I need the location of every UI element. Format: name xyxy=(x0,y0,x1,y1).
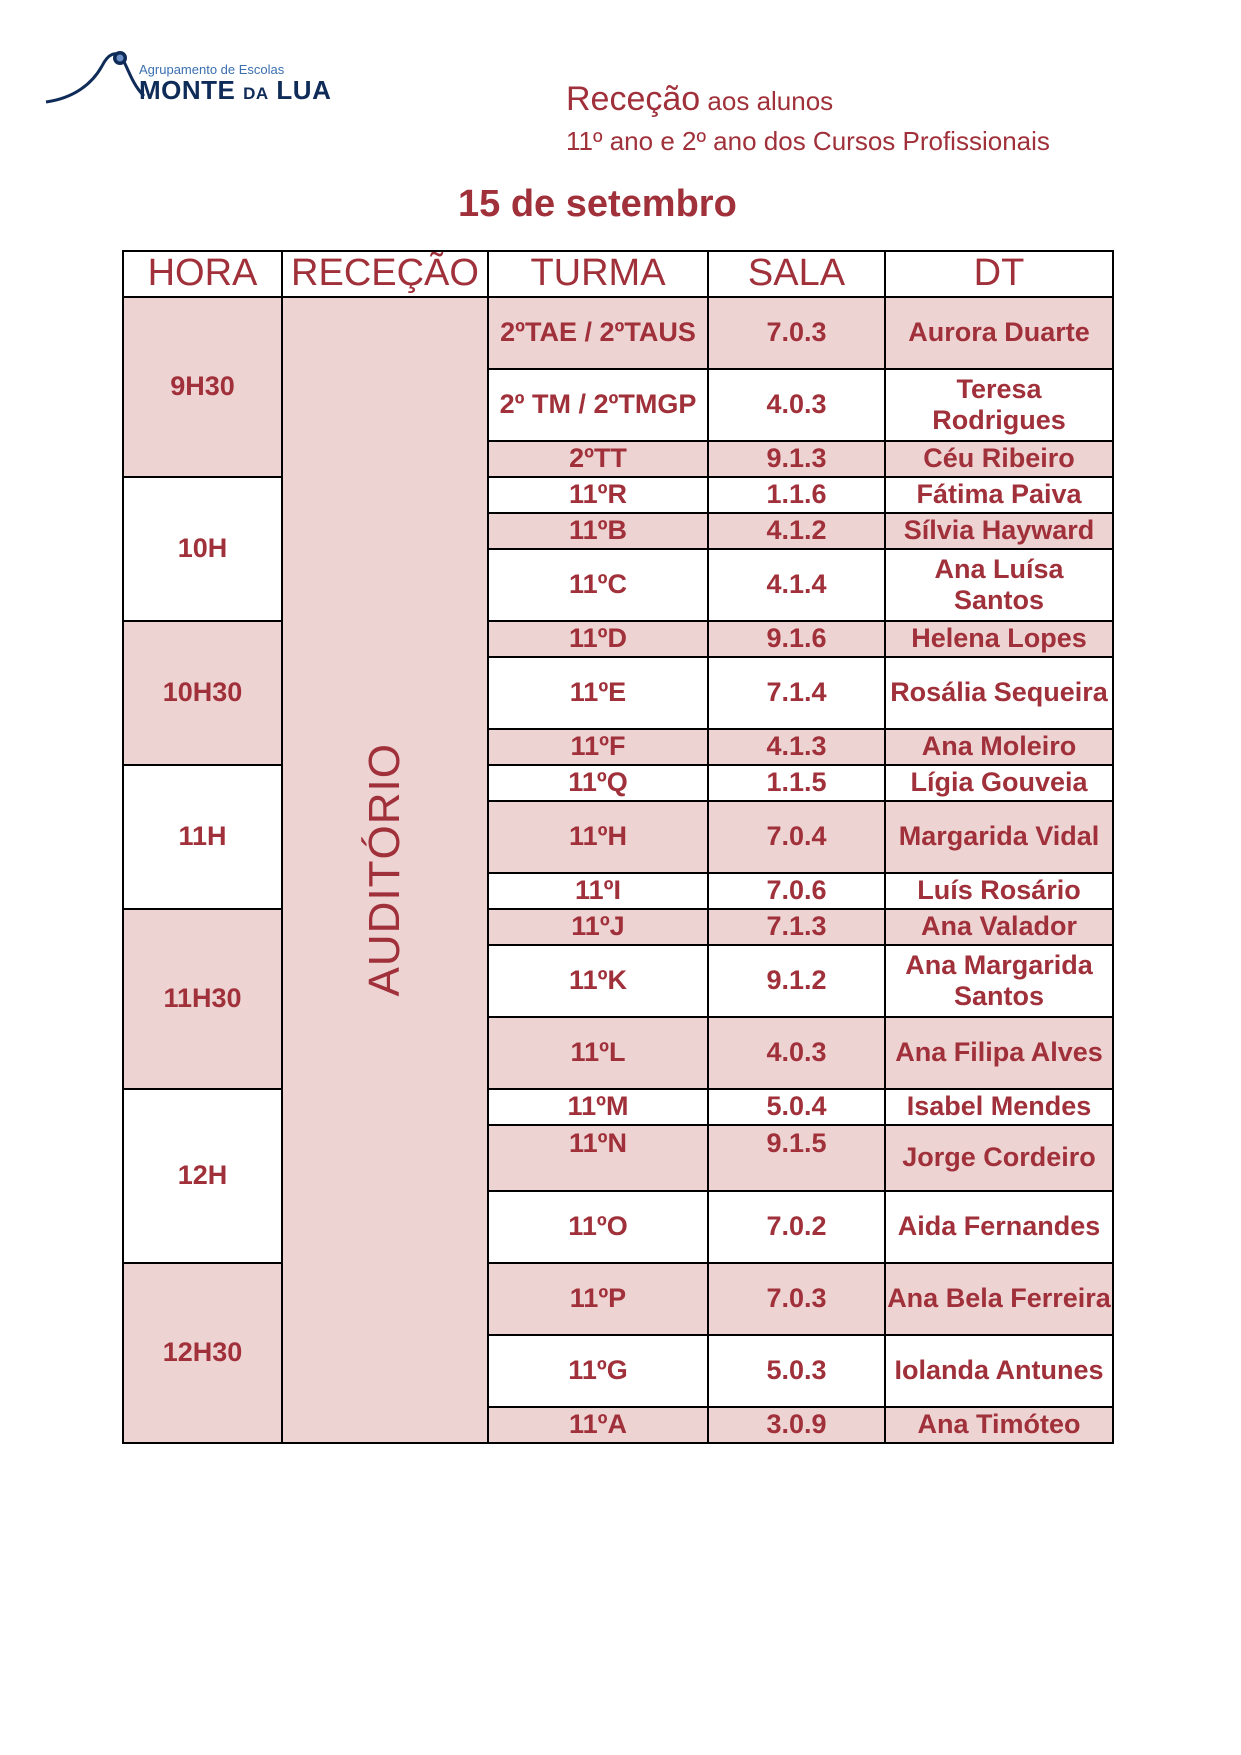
dt-cell: Ana Moleiro xyxy=(886,730,1114,766)
title-main: Receção xyxy=(566,80,701,118)
turma-cell: 11ºM xyxy=(489,1090,709,1126)
dt-cell: Ana Margarida Santos xyxy=(886,946,1114,1018)
time-slot: 10H xyxy=(124,478,283,622)
school-logo xyxy=(44,44,344,114)
header-hora: HORA xyxy=(124,252,283,298)
page-title xyxy=(566,80,833,119)
sala-cell: 4.0.3 xyxy=(709,1018,886,1090)
time-slot: 10H30 xyxy=(124,622,283,766)
sala-cell: 5.0.3 xyxy=(709,1336,886,1408)
dt-cell: Margarida Vidal xyxy=(886,802,1114,874)
sala-cell: 9.1.3 xyxy=(709,442,886,478)
schedule-table xyxy=(122,250,1114,1444)
turma-cell: 11ºO xyxy=(489,1192,709,1264)
turma-cell: 11ºN xyxy=(489,1126,709,1192)
event-date: 15 de setembro xyxy=(458,183,737,225)
logo-name xyxy=(139,75,331,106)
sala-cell: 4.1.3 xyxy=(709,730,886,766)
sala-cell: 3.0.9 xyxy=(709,1408,886,1444)
dt-cell: Fátima Paiva xyxy=(886,478,1114,514)
turma-cell: 11ºQ xyxy=(489,766,709,802)
time-slot: 11H30 xyxy=(124,910,283,1090)
dt-cell: Teresa Rodrigues xyxy=(886,370,1114,442)
dt-cell: Helena Lopes xyxy=(886,622,1114,658)
turma-cell: 11ºR xyxy=(489,478,709,514)
turma-cell: 11ºJ xyxy=(489,910,709,946)
sala-cell: 7.0.6 xyxy=(709,874,886,910)
time-slot: 9H30 xyxy=(124,298,283,478)
dt-cell: Ana Filipa Alves xyxy=(886,1018,1114,1090)
turma-cell: 11ºG xyxy=(489,1336,709,1408)
dt-cell: Lígia Gouveia xyxy=(886,766,1114,802)
page-subtitle: 11º ano e 2º ano dos Cursos Profissionais xyxy=(566,126,1050,156)
turma-cell: 2ºTT xyxy=(489,442,709,478)
sala-cell: 4.1.2 xyxy=(709,514,886,550)
turma-cell: 11ºD xyxy=(489,622,709,658)
dt-cell: Céu Ribeiro xyxy=(886,442,1114,478)
turma-cell: 2ºTAE / 2ºTAUS xyxy=(489,298,709,370)
turma-cell: 11ºK xyxy=(489,946,709,1018)
sala-cell: 7.0.3 xyxy=(709,298,886,370)
sala-cell: 4.0.3 xyxy=(709,370,886,442)
time-slot: 11H xyxy=(124,766,283,910)
sala-cell: 7.0.3 xyxy=(709,1264,886,1336)
logo-name-da: DA xyxy=(243,84,269,103)
sala-cell: 1.1.5 xyxy=(709,766,886,802)
dt-cell: Sílvia Hayward xyxy=(886,514,1114,550)
dt-cell: Luís Rosário xyxy=(886,874,1114,910)
dt-cell: Ana Luísa Santos xyxy=(886,550,1114,622)
reception-location xyxy=(283,298,489,1444)
time-slot: 12H xyxy=(124,1090,283,1264)
sala-cell: 9.1.6 xyxy=(709,622,886,658)
header-sala: SALA xyxy=(709,252,886,298)
sala-cell: 7.0.2 xyxy=(709,1192,886,1264)
time-slot: 12H30 xyxy=(124,1264,283,1444)
sala-cell: 7.1.4 xyxy=(709,658,886,730)
title-rest: aos alunos xyxy=(700,86,834,116)
sala-cell: 4.1.4 xyxy=(709,550,886,622)
turma-cell: 11ºF xyxy=(489,730,709,766)
dt-cell: Aurora Duarte xyxy=(886,298,1114,370)
turma-cell: 11ºB xyxy=(489,514,709,550)
turma-cell: 11ºL xyxy=(489,1018,709,1090)
turma-cell: 11ºA xyxy=(489,1408,709,1444)
dt-cell: Aida Fernandes xyxy=(886,1192,1114,1264)
header-dt: DT xyxy=(886,252,1114,298)
sala-cell: 7.0.4 xyxy=(709,802,886,874)
turma-cell: 2º TM / 2ºTMGP xyxy=(489,370,709,442)
sala-cell: 5.0.4 xyxy=(709,1090,886,1126)
turma-cell: 11ºP xyxy=(489,1264,709,1336)
sala-cell: 9.1.2 xyxy=(709,946,886,1018)
dt-cell: Isabel Mendes xyxy=(886,1090,1114,1126)
turma-cell: 11ºE xyxy=(489,658,709,730)
header-turma: TURMA xyxy=(489,252,709,298)
dt-cell: Ana Bela Ferreira xyxy=(886,1264,1114,1336)
turma-cell: 11ºC xyxy=(489,550,709,622)
sala-cell: 1.1.6 xyxy=(709,478,886,514)
dt-cell: Ana Timóteo xyxy=(886,1408,1114,1444)
turma-cell: 11ºI xyxy=(489,874,709,910)
reception-location-label: AUDITÓRIO xyxy=(359,743,409,997)
dt-cell: Iolanda Antunes xyxy=(886,1336,1114,1408)
logo-subtitle: Agrupamento de Escolas xyxy=(139,62,285,77)
sala-cell: 9.1.5 xyxy=(709,1126,886,1192)
header-rececao: RECEÇÃO xyxy=(283,252,489,298)
turma-cell: 11ºH xyxy=(489,802,709,874)
dt-cell: Ana Valador xyxy=(886,910,1114,946)
dt-cell: Rosália Sequeira xyxy=(886,658,1114,730)
dt-cell: Jorge Cordeiro xyxy=(886,1126,1114,1192)
logo-name-lua: LUA xyxy=(276,75,332,105)
logo-name-monte: MONTE xyxy=(139,75,236,105)
sala-cell: 7.1.3 xyxy=(709,910,886,946)
